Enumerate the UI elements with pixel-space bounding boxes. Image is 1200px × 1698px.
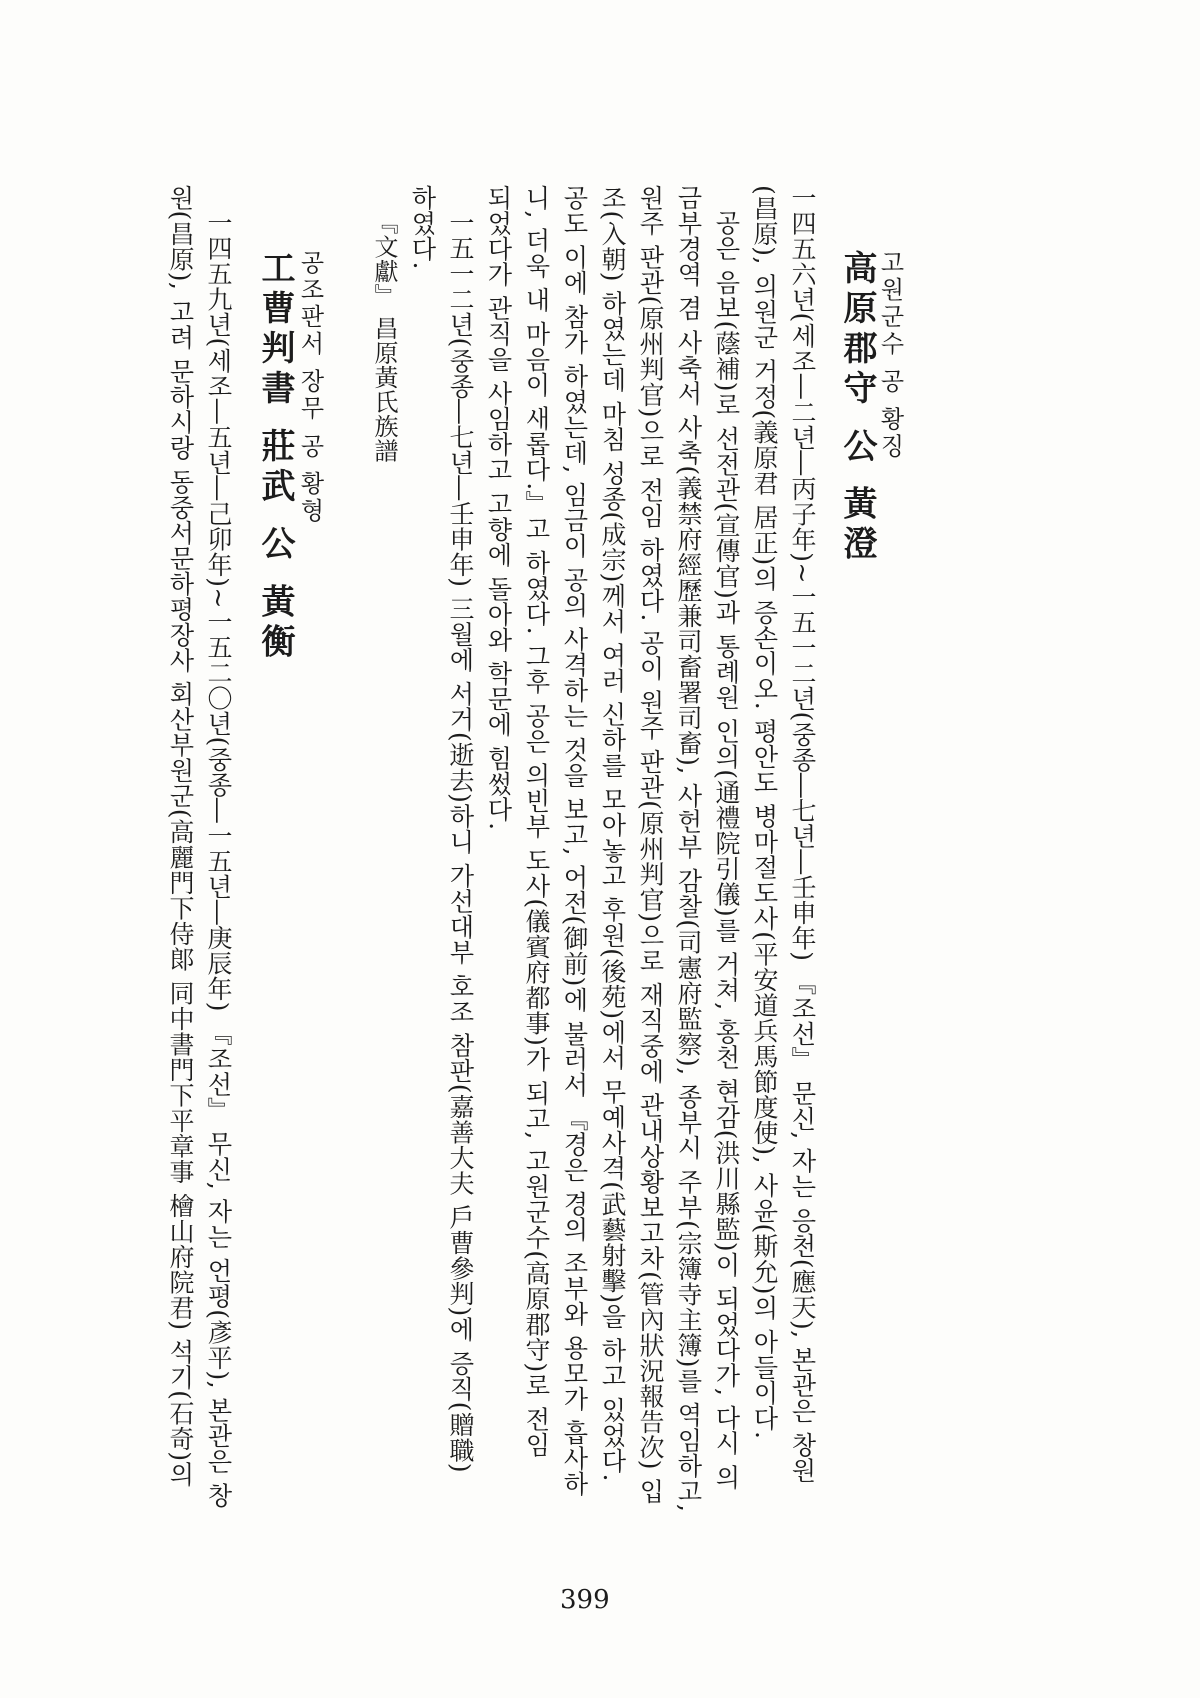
section1-line-11: 하였다. (408, 185, 437, 270)
section1-line-1: 一四五六년(세조―二년―丙子年)~一五一二년(중종―七년―壬申年) 『조선』 문신, 자는 응천(應天), 본관은 창원 (788, 185, 817, 1484)
section2-line-2: 원(昌原), 고려 문하시랑 동중서문하평장사 회산부원군(高麗門下侍郞 同中書門下平章事 檜山府院君) 석기(石奇)의 (166, 185, 195, 1488)
section2-title-korean: 공조판서 장무 공 황형 (296, 250, 324, 525)
section1-reference: 『文獻』 昌原黃氏族譜 (370, 210, 398, 464)
section1-line-2: (昌原), 의원군 거정(義原君 居正)의 증손이오. 평안도 병마절도사(平安道兵馬節度使), 사윤(斯允)의 아들이다. (750, 185, 779, 1440)
section1-line-5: 원주 판관(原州判官)으로 전임 하였다. 공이 원주 판관(原州判官)으로 재직중에 관내상황보고차(管內狀況報告次) 입 (636, 185, 665, 1504)
section2-title-chinese: 工曹判書 莊武 公 黃衡 (255, 250, 295, 664)
section1-line-6: 조(入朝) 하였는데 마침 성종(成宗)께서 여러 신하를 모아놓고 후원(後苑)에서 무예사격(武藝射擊)을 하고 있었다. (598, 185, 627, 1482)
section1-line-4: 금부경역 겸 사축서 사축(義禁府經歷兼司畜署司畜), 사헌부 감찰(司憲府監察), 종부시 주부(宗簿寺主簿)를 역임하고, (674, 185, 703, 1513)
section1-line-8: 니, 더욱 내 마음이 새롭다.』고 하였다. 그후 공은 의빈부 도사(儀賓府都事)가 되고, 고원군수(高原郡守)로 전임 (522, 185, 551, 1458)
section1-line-10: 一五一二년(중종―七년―壬申年) 三월에 서거(逝去)하니 가선대부 호조 참판(嘉善大夫 戶曹參判)에 증직(贈職) (446, 210, 475, 1474)
section1-line-3: 공은 음보(蔭補)로 선전관(宣傳官)과 통례원 인의(通禮院引儀)를 거쳐, 홍천 현감(洪川縣監)이 되었다가, 다시 의 (712, 210, 741, 1490)
page-number: 399 (560, 1585, 610, 1615)
section1-line-7: 공도 이에 참가 하였는데, 임금이 공의 사격하는 것을 보고, 어전(御前)에 불러서 『경은 경의 조부와 용모가 흡사하 (560, 185, 589, 1497)
section2-line-1: 一四五九년(세조―五년―己卯年)~一五二〇년(중종―一五년―庚辰年) 『조선』 무신, 자는 언평(彥平), 본관은 창 (204, 210, 233, 1509)
section1-title-korean: 고원군수 공 황징 (876, 250, 904, 461)
section1-title-chinese: 高原郡守 公 黃澄 (837, 250, 877, 566)
section1-line-9: 되었다가 관직을 사임하고 고향에 돌아와 학문에 힘썼다. (484, 185, 513, 831)
